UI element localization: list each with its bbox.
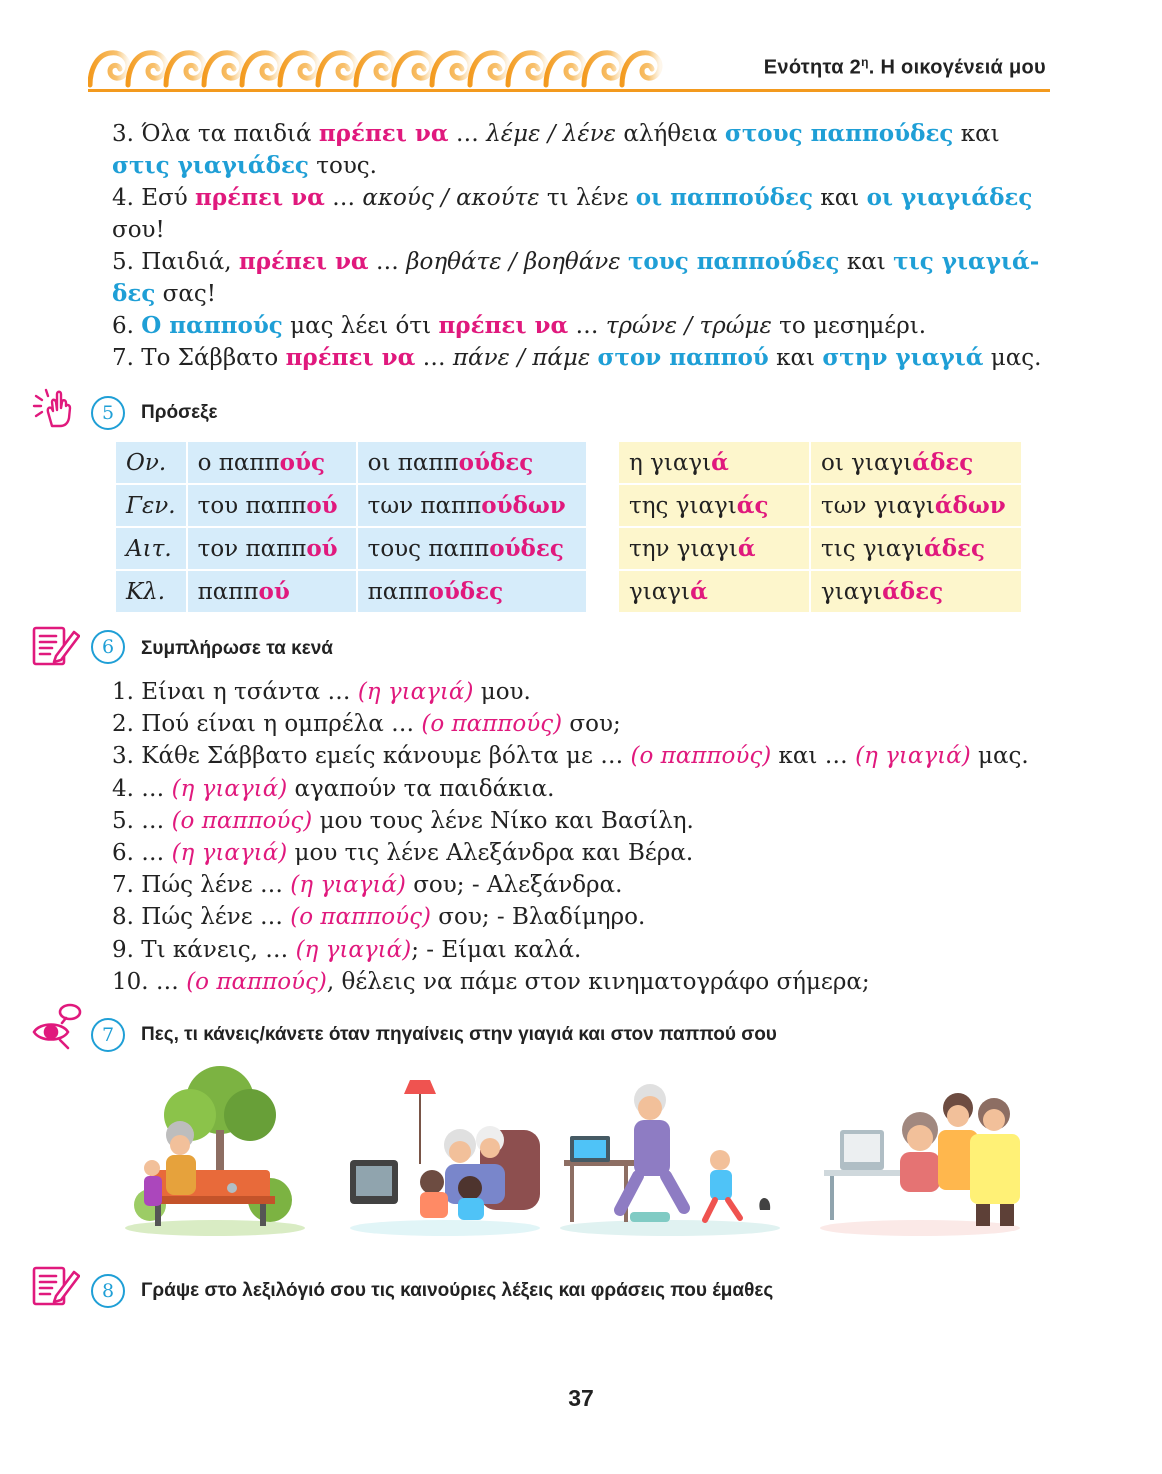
table-cell xyxy=(187,527,357,570)
verb-options: πάνε / πάμε xyxy=(452,345,591,371)
word-stem: της γιαγι xyxy=(629,493,737,519)
line-text: … xyxy=(415,345,453,371)
fill-blank-item xyxy=(112,676,1029,708)
modal-phrase: πρέπει να xyxy=(195,184,325,211)
line-text: 7. Πώς λένε … xyxy=(112,872,291,899)
word-stem: τον παππ xyxy=(197,536,307,562)
exercise-line xyxy=(112,278,1052,310)
line-text: 4. Εσύ xyxy=(112,185,196,211)
exercise-line xyxy=(112,246,1052,278)
word-stem: γιαγι xyxy=(821,579,883,605)
noun-phrase: τους παππούδες xyxy=(627,248,840,275)
exercise-line xyxy=(112,342,1052,374)
meander-pattern-icon xyxy=(88,45,668,89)
word-stem: του παππ xyxy=(197,493,307,519)
edit-pencil-icon xyxy=(32,622,80,668)
gap-hint: (ο παππούς) xyxy=(186,968,327,995)
line-text: … xyxy=(368,249,407,275)
line-text: και xyxy=(813,185,867,211)
fill-blank-item xyxy=(112,805,1029,837)
word-ending: άς xyxy=(736,492,769,519)
noun-phrase: στους παππούδες xyxy=(724,120,954,147)
line-text: και xyxy=(768,345,823,371)
section-8-title: Γράψε στο λεξιλόγιό σου τις καινούριες λέξεις και φράσεις που έμαθες xyxy=(141,1280,774,1301)
line-text: σου; xyxy=(562,711,621,738)
line-text: αγαπούν τα παιδάκια. xyxy=(287,775,555,802)
section-6-number: 6 xyxy=(91,630,125,664)
word-ending: άδες xyxy=(882,578,944,605)
word-stem: η γιαγι xyxy=(629,450,712,476)
gap-hint: (η γιαγιά) xyxy=(855,743,971,770)
gap-hint: (ο παππούς) xyxy=(171,807,313,834)
word-stem: των γιαγι xyxy=(821,493,935,519)
table-cell xyxy=(187,484,357,527)
noun-phrase: στην γιαγιά xyxy=(822,344,984,371)
word-stem: την γιαγι xyxy=(629,536,738,562)
table-cell xyxy=(810,527,1022,570)
line-text: μας. xyxy=(970,743,1029,770)
line-text: … xyxy=(324,185,363,211)
line-text: 3. Όλα τα παιδιά xyxy=(112,121,319,147)
section-6-title: Συμπλήρωσε τα κενά xyxy=(141,638,333,659)
line-text: … xyxy=(568,313,606,339)
word-ending: ούδων xyxy=(481,492,566,519)
section-5-title: Πρόσεξε xyxy=(141,402,218,423)
line-text: σου; - Βλαδίμηρο. xyxy=(430,904,646,931)
word-stem: τις γιαγι xyxy=(821,536,924,562)
page-header xyxy=(88,45,1050,93)
word-stem: παππ xyxy=(367,579,429,605)
table-cell xyxy=(810,484,1022,527)
line-text: μου τους λένε Νίκο και Βασίλη. xyxy=(312,807,694,834)
table-row xyxy=(115,484,587,527)
line-text: 3. Κάθε Σάββατο εμείς κάνουμε βόλτα με … xyxy=(112,743,631,770)
noun-phrase: τις γιαγιά- xyxy=(893,248,1040,275)
exercise-line xyxy=(112,214,1052,246)
exercise-line xyxy=(112,310,1052,342)
table-cell xyxy=(618,441,810,484)
modal-phrase: πρέπει να xyxy=(438,312,569,339)
table-row xyxy=(115,570,587,613)
edit-pencil-icon xyxy=(32,1262,80,1308)
fill-blank-item xyxy=(112,773,1029,805)
table-row xyxy=(618,484,1022,527)
gap-hint: (η γιαγιά) xyxy=(357,679,474,705)
word-ending: ού xyxy=(258,578,290,605)
table-cell xyxy=(618,570,810,613)
verb-options: τρώνε / τρώμε xyxy=(605,313,772,339)
line-text: μου. xyxy=(473,679,531,705)
word-ending: ά xyxy=(711,449,729,476)
line-text: 7. Το Σάββατο xyxy=(112,345,286,371)
table-row xyxy=(115,527,587,570)
line-text: … xyxy=(448,121,487,147)
word-stem: ο παππ xyxy=(197,450,280,476)
table-cell xyxy=(357,484,587,527)
fill-blank-item xyxy=(112,966,1029,998)
illustrations-strip xyxy=(120,1060,1040,1240)
line-text: και xyxy=(953,121,1000,147)
table-cell xyxy=(187,441,357,484)
exercise-4-lines xyxy=(112,118,1052,374)
section-7-number: 7 xyxy=(91,1018,125,1052)
noun-phrase: στον παππού xyxy=(597,344,769,371)
line-text: και … xyxy=(771,743,856,770)
line-text xyxy=(590,345,597,371)
line-text: 5. Παιδιά, xyxy=(112,249,239,275)
section-7-title: Πες, τι κάνεις/κάνετε όταν πηγαίνεις στην γιαγιά και στον παππού σου xyxy=(141,1024,777,1045)
line-text: 6. xyxy=(112,313,142,339)
verb-options: ακούς / ακούτε xyxy=(362,185,540,211)
line-text: και xyxy=(839,249,894,275)
line-text: ; - Είμαι καλά. xyxy=(411,936,582,963)
header-divider xyxy=(88,89,1050,92)
noun-phrase: οι γιαγιάδες xyxy=(866,184,1033,211)
computer-illustration xyxy=(820,1093,1020,1236)
line-text: μας. xyxy=(983,345,1042,371)
exercise-line xyxy=(112,118,1052,150)
word-ending: άδες xyxy=(924,535,986,562)
modal-phrase: πρέπει να xyxy=(238,248,369,275)
table-cell xyxy=(618,484,810,527)
table-row xyxy=(115,441,587,484)
section-5-number: 5 xyxy=(91,396,125,430)
gap-hint: (η γιαγιά) xyxy=(295,936,412,963)
word-ending: ούδες xyxy=(458,449,534,476)
living-room-illustration xyxy=(350,1080,540,1236)
word-stem: γιαγι xyxy=(629,579,691,605)
fill-blank-item xyxy=(112,869,1029,901)
word-ending: ά xyxy=(690,578,708,605)
page-number: 37 xyxy=(568,1385,594,1411)
fill-blank-item xyxy=(112,740,1029,772)
gap-hint: (ο παππούς) xyxy=(630,743,772,770)
line-text: 4. … xyxy=(112,775,172,802)
table-cell: Κλ. xyxy=(115,570,187,613)
gap-hint: (η γιαγιά) xyxy=(171,840,288,867)
word-stem: οι γιαγι xyxy=(821,450,913,476)
table-cell: Ον. xyxy=(115,441,187,484)
line-text: τους. xyxy=(308,153,377,179)
word-ending: άδων xyxy=(934,492,1006,519)
line-text: 1. Είναι η τσάντα … xyxy=(112,679,358,705)
pappous-declension-table xyxy=(114,440,588,614)
table-cell: Γεν. xyxy=(115,484,187,527)
line-text: 2. Πού είναι η ομπρέλα … xyxy=(112,711,422,738)
line-text: σου! xyxy=(112,217,165,243)
gap-hint: (ο παππούς) xyxy=(421,711,563,738)
word-ending: ούδες xyxy=(489,535,564,562)
word-stem: των παππ xyxy=(367,493,482,519)
exercise-line xyxy=(112,182,1052,214)
table-cell xyxy=(810,570,1022,613)
eye-speech-icon xyxy=(32,1002,82,1050)
table-cell xyxy=(618,527,810,570)
table-row xyxy=(618,570,1022,613)
gap-hint: (ο παππούς) xyxy=(290,904,431,931)
gap-hint: (η γιαγιά) xyxy=(290,872,406,899)
table-cell xyxy=(357,570,587,613)
noun-phrase: στις γιαγιάδες xyxy=(112,152,309,179)
word-ending: άδες xyxy=(912,449,974,476)
line-text: 10. … xyxy=(112,968,187,995)
word-stem: οι παππ xyxy=(367,450,459,476)
exercise-6-lines xyxy=(112,676,1029,998)
giagia-declension-table xyxy=(617,440,1023,614)
line-text: 8. Πώς λένε … xyxy=(112,904,291,931)
line-text: 9. Τι κάνεις, … xyxy=(112,936,296,963)
section-8-number: 8 xyxy=(91,1274,125,1308)
fill-blank-item xyxy=(112,708,1029,740)
line-text: μου τις λένε Αλεξάνδρα και Βέρα. xyxy=(287,840,694,867)
pointing-hand-icon xyxy=(32,386,76,430)
line-text: 6. … xyxy=(112,840,172,867)
line-text: σου; - Αλεξάνδρα. xyxy=(405,872,623,899)
line-text: το μεσημέρι. xyxy=(771,313,927,339)
exercising-illustration xyxy=(560,1084,780,1236)
word-ending: ού xyxy=(306,492,338,519)
noun-phrase: οι παππούδες xyxy=(635,184,814,211)
fill-blank-item xyxy=(112,837,1029,869)
line-text xyxy=(621,249,628,275)
line-text: αλήθεια xyxy=(616,121,725,147)
table-cell: Αιτ. xyxy=(115,527,187,570)
modal-phrase: πρέπει να xyxy=(318,120,449,147)
word-ending: ού xyxy=(306,535,338,562)
line-text: σας! xyxy=(155,281,216,307)
word-ending: ούς xyxy=(279,449,325,476)
word-stem: παππ xyxy=(197,579,259,605)
verb-options: βοηθάτε / βοηθάνε xyxy=(406,249,621,275)
verb-options: λέμε / λένε xyxy=(486,121,617,147)
gap-hint: (η γιαγιά) xyxy=(171,775,288,802)
line-text: μας λέει ότι xyxy=(282,313,439,339)
modal-phrase: πρέπει να xyxy=(285,344,416,371)
fill-blank-item xyxy=(112,901,1029,933)
table-cell xyxy=(187,570,357,613)
word-ending: ούδες xyxy=(428,578,504,605)
line-text: , θέλεις να πάμε στον κινηματογράφο σήμερα; xyxy=(326,968,870,995)
noun-phrase: Ο παππούς xyxy=(141,312,283,339)
line-text: τι λένε xyxy=(539,185,636,211)
noun-phrase: δες xyxy=(112,280,156,307)
word-ending: ά xyxy=(737,535,756,562)
table-row xyxy=(618,441,1022,484)
table-cell xyxy=(810,441,1022,484)
park-bench-illustration xyxy=(125,1066,305,1236)
fill-blank-item xyxy=(112,934,1029,966)
table-cell xyxy=(357,441,587,484)
unit-title: Ενότητα $2^\eta$. Η οικογένειά μου xyxy=(763,55,1046,79)
word-stem: τους παππ xyxy=(367,536,490,562)
table-cell xyxy=(357,527,587,570)
line-text: 5. … xyxy=(112,807,172,834)
exercise-line xyxy=(112,150,1052,182)
table-row xyxy=(618,527,1022,570)
